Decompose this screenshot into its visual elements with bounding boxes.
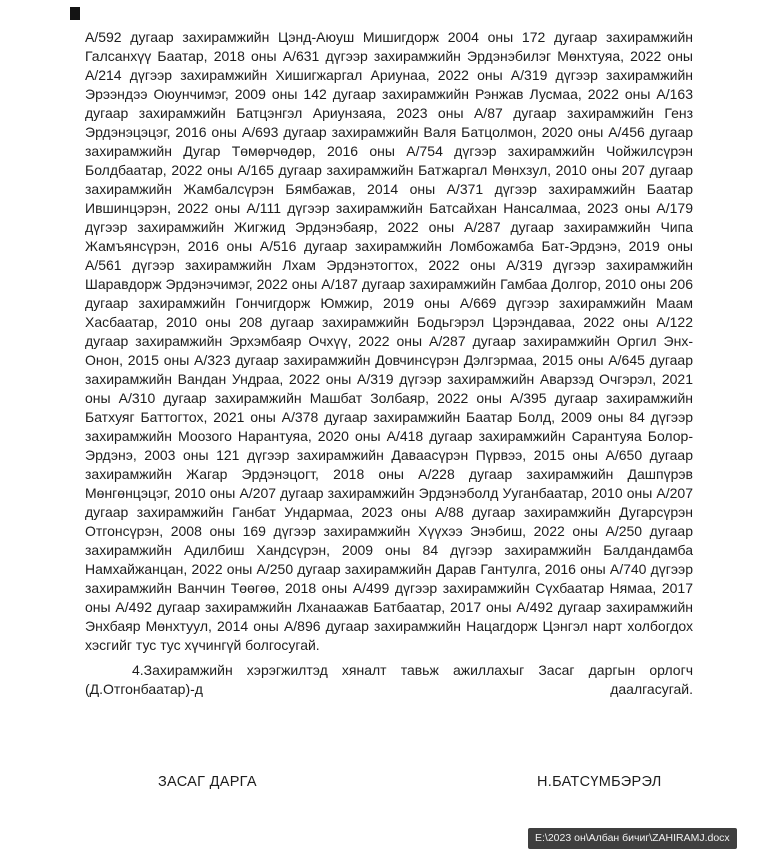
body-line: Намхайжанцан, 2022 оны А/250 дугаар захирамжийн Дарав Гантулга, 2016 оны А/740 дүгээр	[85, 561, 693, 577]
body-line: захирамжийн Вандан Ундраа, 2022 оны А/319 дүгээр захирамжийн Аварзэд Очгэрэл, 2021	[85, 371, 693, 387]
body-line: Хасбаатар, 2010 оны 208 дугаар захирамжийн Бодьгэрэл Цэрэндаваа, 2022 оны А/122	[85, 314, 693, 330]
body-line: Галсанхүү Баатар, 2018 оны А/631 дүгээр захирамжийн Эрдэнэбилэг Мөнхтуяа, 2022 оны	[85, 48, 693, 64]
body-line: дугаар захирамжийн Ганбат Ундармаа, 2023 оны А/88 дугаар захирамжийн Дугарсүрэн	[85, 504, 693, 520]
body-line: захирамжийн Ванчин Төөгөө, 2018 оны А/499 дүгээр захирамжийн Сүхбаатар Нямаа, 2017	[85, 580, 693, 596]
body-line: А/561 дүгээр захирамжийн Лхам Эрдэнэтогтох, 2022 оны А/319 дүгээр захирамжийн	[85, 257, 693, 273]
body-line: захирамжийн Адилбиш Хандсүрэн, 2009 оны 84 дүгээр захирамжийн Балдандамба	[85, 542, 693, 558]
body-line: Шаравдорж Эрдэнэчимэг, 2022 оны А/187 дугаар захирамжийн Гамбаа Долгор, 2010 оны 206	[85, 276, 693, 292]
point4-line-2: (Д.Отгонбаатар)-д даалгасугай.	[85, 681, 693, 697]
body-line: Отгонсүрэн, 2008 оны 169 дүгээр захирамжийн Хүүхээ Энэбиш, 2022 оны А/250 дугаар	[85, 523, 693, 539]
body-line: дүгээр захирамжийн Жигжид Эрдэнэбаяр, 2022 оны А/287 дугаар захирамжийн Чипа	[85, 219, 693, 235]
body-line: Онон, 2015 оны А/323 дугаар захирамжийн Довчинсүрэн Дэлгэрмаа, 2015 оны А/645 дугаар	[85, 352, 693, 368]
file-path-badge	[528, 828, 737, 849]
body-line: оны А/310 дугаар захирамжийн Машбат Золбаяр, 2022 оны А/395 дугаар захирамжийн	[85, 390, 693, 406]
page-corner-mark	[70, 7, 80, 20]
body-line: А/214 дүгээр захирамжийн Хишигжаргал Ариунаа, 2022 оны А/319 дүгээр захирамжийн	[85, 67, 693, 83]
body-line: Ившинцэрэн, 2022 оны А/111 дүгээр захирамжийн Батсайхан Нансалмаа, 2023 оны А/179	[85, 200, 693, 216]
signature-title: ЗАСАГ ДАРГА	[158, 774, 257, 790]
body-line: захирамжийн Жагар Эрдэнэцогт, 2018 оны А/228 дугаар захирамжийн Дашпүрэв	[85, 466, 693, 482]
body-line: захирамжийн Моозого Нарантуяа, 2020 оны А/418 дугаар захирамжийн Сарантуяа Болор-	[85, 428, 693, 444]
body-line: оны А/492 дугаар захирамжийн Лханаажав Батбаатар, 2017 оны А/492 дугаар захирамжийн	[85, 599, 693, 615]
body-line: дугаар захирамжийн Гончигдорж Юмжир, 2019 оны А/669 дүгээр захирамжийн Маам	[85, 295, 693, 311]
body-line: Эрдэнэ, 2003 оны 121 дүгээр захирамжийн Даваасүрэн Пүрвээ, 2015 оны А/650 дугаар	[85, 447, 693, 463]
body-line: дугаар захирамжийн Батцэнгэл Ариунзаяа, 2023 оны А/87 дугаар захирамжийн Генз	[85, 105, 693, 121]
body-line: хэсгийг тус тус хүчингүй болгосугай.	[85, 637, 320, 653]
body-line: Эрээндээ Оюунчимэг, 2009 оны 142 дугаар захирамжийн Рэнжав Лусмаа, 2022 оны А/163	[85, 86, 693, 102]
body-line: Болдбаатар, 2022 оны А/165 дугаар захирамжийн Батжаргал Мөнхзул, 2010 оны 207 дугаар	[85, 162, 693, 178]
decree-text-block	[85, 28, 693, 699]
signature-row	[0, 774, 775, 794]
point4-line-1: 4.Захирамжийн хэрэгжилтэд хяналт тавьж ажиллахыг Засаг даргын орлогч	[132, 662, 693, 678]
body-line: Батхуяг Баттогтох, 2021 оны А/378 дугаар захирамжийн Баатар Болд, 2009 оны 84 дүгээр	[85, 409, 693, 425]
body-line: Энхбаяр Мөнхтуул, 2014 оны А/896 дугаар захирамжийн Нацагдорж Цэнгэл нарт холбогдох	[85, 618, 693, 634]
file-path-text: E:\2023 он\Албан бичиг\ZAHIRAMJ.docx	[535, 832, 730, 844]
decree-body-paragraph	[85, 28, 693, 655]
signature-name: Н.БАТСҮМБЭРЭЛ	[537, 774, 662, 790]
body-line: дугаар захирамжийн Эрхэмбаяр Очхүү, 2022 оны А/287 дугаар захирамжийн Оргил Энх-	[85, 333, 693, 349]
body-line: захирамжийн Жамбалсүрэн Бямбажав, 2014 оны А/371 дүгээр захирамжийн Баатар	[85, 181, 693, 197]
body-line: Мөнгөнцэцэг, 2010 оны А/207 дугаар захирамжийн Эрдэнэболд Ууганбаатар, 2010 оны А/207	[85, 485, 693, 501]
body-line: захирамжийн Дугар Төмөрчөдөр, 2016 оны А/754 дүгээр захирамжийн Чойжилсүрэн	[85, 143, 693, 159]
point4-paragraph	[85, 661, 693, 699]
body-line: А/592 дугаар захирамжийн Цэнд-Аюуш Мишигдорж 2004 оны 172 дугаар захирамжийн	[85, 29, 693, 45]
body-line: Эрдэнэцэцэг, 2016 оны А/693 дугаар захирамжийн Валя Батцолмон, 2020 оны А/456 дугаар	[85, 124, 693, 140]
body-line: Жамъянсүрэн, 2016 оны А/516 дугаар захирамжийн Ломбожамба Бат-Эрдэнэ, 2019 оны	[85, 238, 693, 254]
